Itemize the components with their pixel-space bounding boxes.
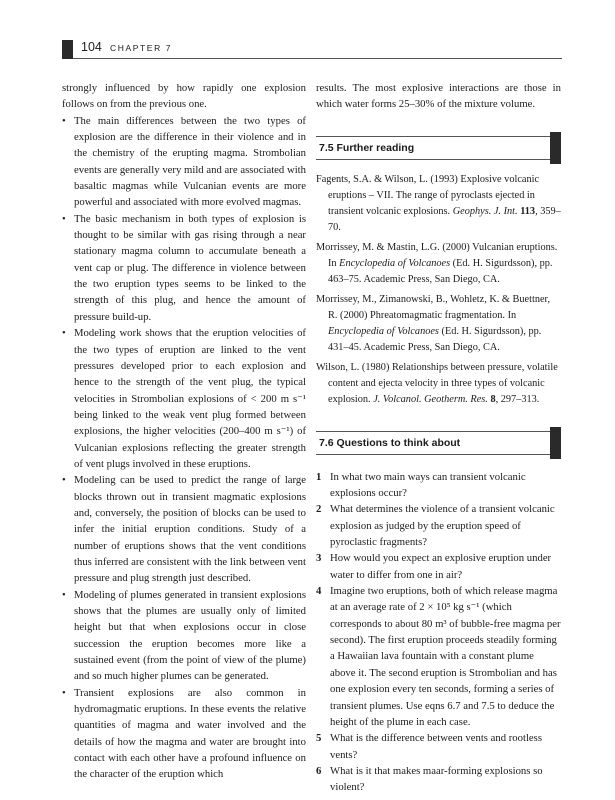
bullet-item (62, 211, 306, 325)
ref-pages: , 297–313. (495, 393, 540, 405)
ref-authors: Wilson, L. (1980) Relationships between pressure, volatile content and ejecta velocity in three types of volcanic explosion. (316, 361, 558, 405)
bullet-text: Modeling of plumes generated in transient explosions shows that the plumes are usually only of limited height but that when explosions occur in close succession the eruption becomes more like a sustained event (from the point of view of the plume) and so much higher plumes can be generated. (74, 588, 306, 683)
question-item (316, 501, 561, 550)
question-number: 2 (316, 503, 322, 516)
question-text: What determines the violence of a transient volcanic explosion as judged by the eruption speed of pyroclastic fragments? (330, 503, 555, 549)
ref-authors: Fagents, S.A. & Wilson, L. (1993) Explosive volcanic eruptions – VII. The range of pyroclasts ejected in transient volcanic explosions. (316, 173, 540, 217)
page-number: 104 (81, 40, 102, 54)
section-heading-questions (316, 431, 561, 455)
question-number: 1 (316, 470, 322, 483)
chapter-label: CHAPTER 7 (110, 43, 173, 53)
left-column (62, 80, 306, 783)
question-number: 6 (316, 764, 322, 777)
section-title: 7.6 Questions to think about (319, 436, 461, 449)
bullet-item (62, 587, 306, 685)
ref-post: (Ed. H. Sigurdsson), pp. 463–75. Academic Press, San Diego, CA. (328, 257, 553, 285)
ref-book: Encyclopedia of Volcanoes (328, 325, 439, 337)
section-tab-marker (550, 132, 561, 164)
bullet-text: The main differences between the two types of explosion are the difference in their violence and in the chemistry of the erupting magma. Strombolian events are generally very mild and are associated with basaltic magmas while Vulcanian events are more powerful and associated with more evolved magmas. (74, 114, 306, 209)
reference-item (316, 240, 561, 288)
bullet-item (62, 472, 306, 586)
question-text: What is the difference between vents and rootless vents? (330, 732, 542, 761)
bullet-item (62, 325, 306, 472)
question-number: 3 (316, 552, 322, 565)
section-title: 7.5 Further reading (319, 141, 415, 154)
bullet-text: Transient explosions are also common in hydromagmatic eruptions. In these events the relative quantities of magma and water involved and the details of how the magma and water are brought into contact with each other have a profound influence on the character of the eruption which (74, 686, 306, 781)
bullet-icon: • (62, 474, 66, 487)
bullet-text: Modeling work shows that the eruption velocities of the two types of eruption are linked to the vent pressures developed prior to each explosion and hence to the strength of the vent plug, the typical velocities in Strombolian explosions of < 200 m s⁻¹ being linked to the weak vent plug formed between explosions, the higher velocities (200–400 m s⁻¹) of Vulcanian explosions reflecting the greater strength of vent plugs involved in these eruptions. (74, 327, 306, 470)
bullet-item (62, 685, 306, 783)
ref-volume: 113 (520, 205, 536, 217)
question-text: In what two main ways can transient volcanic explosions occur? (330, 470, 526, 500)
page-header (62, 38, 562, 60)
ref-book: Encyclopedia of Volcanoes (339, 257, 451, 269)
question-item (316, 469, 561, 502)
question-text: What is it that makes maar-forming explosions so violent? (330, 764, 543, 794)
ref-volume: 8 (490, 393, 496, 405)
question-number: 5 (316, 732, 322, 745)
header-marker (62, 40, 73, 59)
bullet-icon: • (62, 327, 66, 340)
bullet-icon: • (62, 588, 66, 601)
reference-item (316, 172, 561, 236)
bullet-text: The basic mechanism in both types of explosion is thought to be similar with gas rising through a near stationary magma column to accumulate beneath a vent cap or plug. The difference in violence between the two eruption types seems to be linked to the strength of this plug, and hence the amount of pressure build-up. (74, 212, 306, 323)
question-item (316, 763, 561, 796)
question-text: Imagine two eruptions, both of which release magma at an average rate of 2 × 10⁵ kg s⁻¹ (which corresponds to about 80 m³ of bubble-free magma per second). The first eruption proceeds steadily forming a Hawaiian lava fountain with a constant plume above it. The second eruption is Strombolian and has one explosion every ten seconds, forming a series of transient plumes. Use eqns 6.7 and 7.5 to deduce the height of the plume in each case. (330, 585, 561, 728)
question-item (316, 583, 561, 730)
question-number: 4 (316, 585, 322, 598)
right-column (316, 80, 561, 796)
question-item (316, 730, 561, 763)
ref-post: (Ed. H. Sigurdsson), pp. 431–45. Academic Press, San Diego, CA. (328, 325, 542, 353)
ref-pages: , 359–70. (328, 205, 561, 233)
bullet-icon: • (62, 212, 66, 225)
paragraph-continuation: results. The most explosive interactions are those in which water forms 25–30% of the mixture volume. (316, 82, 561, 111)
bullet-icon: • (62, 114, 66, 127)
ref-journal: Geophys. J. Int. (452, 205, 518, 217)
reference-item (316, 360, 561, 408)
bullet-text: Modeling can be used to predict the range of large blocks thrown out in transient magmatic explosions and, conversely, the position of blocks can be used to infer the initial eruption conditions. Study of a number of eruptions shows that the vent conditions thus inferred are consistent with the link between vent pressure and plug strength just described. (74, 474, 306, 585)
reference-item (316, 292, 561, 356)
bullet-icon: • (62, 686, 66, 699)
bullet-item (62, 113, 306, 211)
header-rule (73, 58, 562, 59)
question-item (316, 550, 561, 583)
question-text: How would you expect an explosive eruption under water to differ from one in air? (330, 552, 552, 581)
paragraph-intro: strongly influenced by how rapidly one explosion follows on from the previous one. (62, 82, 306, 111)
ref-pre: Morrissey, M. & Mastin, L.G. (2000) Vulcanian eruptions. In (316, 241, 558, 269)
ref-journal: J. Volcanol. Geotherm. Res. (373, 393, 488, 405)
section-heading-further-reading (316, 136, 561, 160)
ref-pre: Morrissey, M., Zimanowski, B., Wohletz, K. & Buettner, R. (2000) Phreatomagmatic fragmentation. In (316, 293, 551, 321)
section-tab-marker (550, 427, 561, 459)
